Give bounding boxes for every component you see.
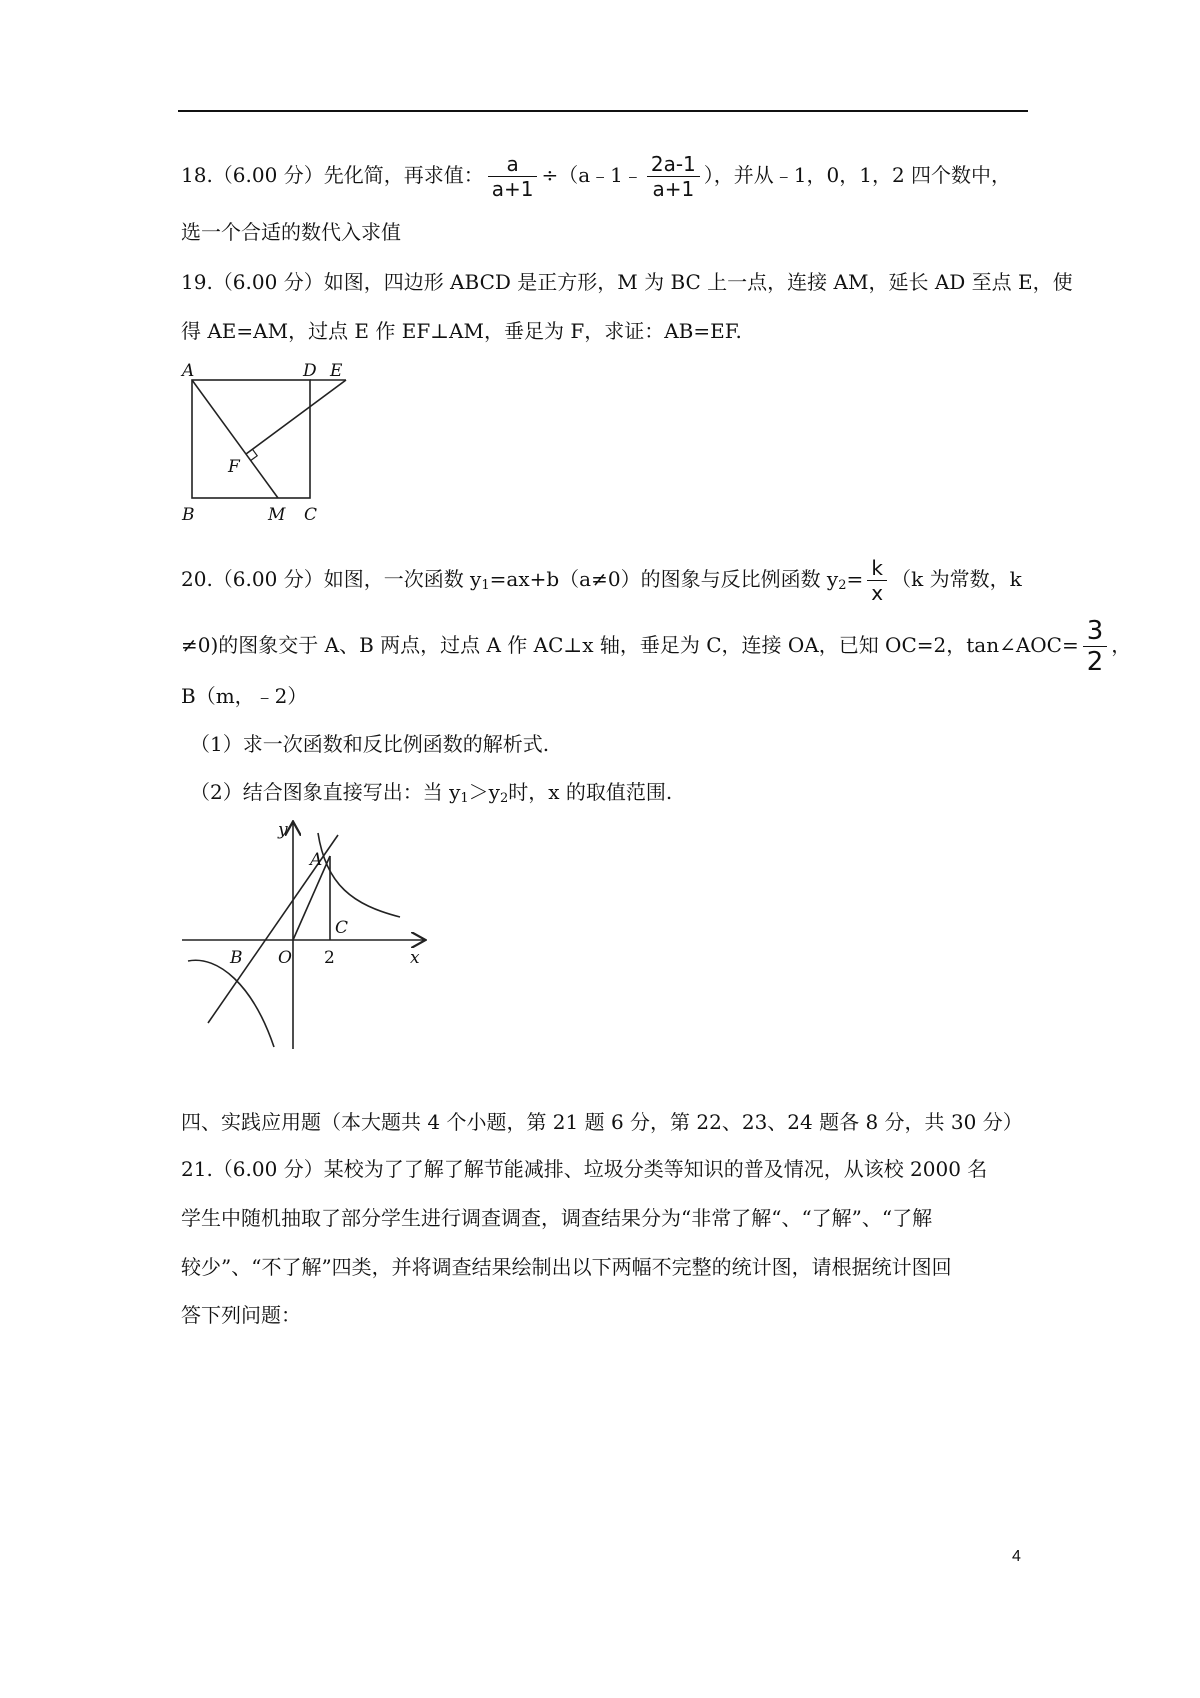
q18-fraction-1-numerator: a: [488, 152, 538, 177]
segment-ef: [246, 380, 346, 454]
q19-line1: 19.（6.00 分）如图，四边形 ABCD 是正方形，M 为 BC 上一点，连接 AM，延长 AD 至点 E，使: [181, 270, 1073, 294]
q20-line1-c: =: [846, 567, 864, 591]
hyperbola-branch-2: [188, 960, 274, 1047]
q21-line2: 学生中随机抽取了部分学生进行调查调查，调查结果分为“非常了解“、“了解”、“了解: [181, 1206, 933, 1230]
q20-fraction-k-over-x: [867, 556, 887, 605]
q20-line1: [181, 556, 1022, 605]
q20-tan-fraction: [1083, 616, 1108, 677]
label-d: D: [303, 361, 317, 381]
q20-sub2-sub2: 2: [499, 791, 509, 806]
q20-tan-numerator: 3: [1083, 616, 1108, 647]
q20-sub-2: 2: [838, 578, 847, 593]
q20-sub2-c: 时，x 的取值范围.: [508, 780, 673, 804]
q20-line1-a: 20.（6.00 分）如图，一次函数 y: [181, 567, 482, 591]
q18-tail: ），并从﹣1，0，1，2 四个数中，: [703, 163, 1012, 187]
q21-line4: 答下列问题：: [181, 1303, 301, 1327]
q18-line1: [181, 152, 1011, 201]
label-b: B: [230, 948, 243, 968]
q18-fraction-2: [647, 152, 700, 201]
label-a: A: [310, 850, 323, 870]
q20-function-graph: [178, 815, 438, 1060]
q21-line3: 较少”、“不了解”四类，并将调查结果绘制出以下两幅不完整的统计图，请根据统计图回: [181, 1255, 952, 1279]
page-number: 4: [1012, 1548, 1021, 1565]
label-two: 2: [324, 948, 335, 968]
square-abcd: [192, 380, 310, 498]
q20-line2-b: ，: [1111, 633, 1132, 657]
q20-sub2-b: ＞y: [468, 780, 500, 804]
q18-fraction-1: [488, 152, 538, 201]
q18-mid: ÷（a﹣1﹣: [541, 163, 643, 187]
q20-line3: B（m，﹣2）: [181, 684, 308, 708]
section-4-heading: 四、实践应用题（本大题共 4 个小题，第 21 题 6 分，第 22、23、24 题各 8 分，共 30 分）: [181, 1110, 1023, 1134]
q20-fraction-numerator: k: [867, 556, 887, 581]
q21-line1: 21.（6.00 分）某校为了了解了解节能减排、垃圾分类等知识的普及情况，从该校 2000 名: [181, 1157, 988, 1181]
q18-lead: 18.（6.00 分）先化简，再求值：: [181, 163, 484, 187]
q18-line2: 选一个合适的数代入求值: [181, 220, 401, 244]
label-o: O: [278, 948, 292, 968]
label-f: F: [228, 457, 240, 477]
q20-subquestion-2: [190, 778, 672, 813]
q20-subquestion-1: （1）求一次函数和反比例函数的解析式.: [190, 732, 550, 756]
label-m: M: [268, 505, 286, 525]
q20-tan-denominator: 2: [1086, 647, 1104, 677]
label-e: E: [330, 361, 343, 381]
right-angle-mark: [251, 449, 258, 460]
q20-line2-a: ≠0)的图象交于 A、B 两点，过点 A 作 AC⊥x 轴，垂足为 C，连接 OA，已知 OC=2，tan∠AOC=: [181, 633, 1079, 657]
q18-fraction-2-numerator: 2a-1: [647, 152, 700, 177]
q19-square-figure: [178, 358, 378, 539]
q18-fraction-1-denominator: a+1: [491, 177, 534, 201]
label-y: y: [278, 820, 288, 840]
q20-line1-b: =ax+b（a≠0）的图象与反比例函数 y: [489, 567, 839, 591]
label-c: C: [335, 918, 349, 938]
label-c: C: [304, 505, 318, 525]
q20-line1-d: （k 为常数，k: [891, 567, 1022, 591]
label-b: B: [182, 505, 195, 525]
q19-line2: 得 AE=AM，过点 E 作 EF⊥AM，垂足为 F，求证：AB=EF.: [181, 319, 742, 343]
header-rule: [178, 110, 1028, 112]
label-x: x: [410, 948, 420, 968]
q20-sub2-sub1: 1: [460, 791, 469, 806]
q20-fraction-denominator: x: [871, 581, 884, 605]
q20-sub2-a: （2）结合图象直接写出：当 y: [190, 780, 461, 804]
q20-line2: [181, 616, 1131, 677]
q18-fraction-2-denominator: a+1: [652, 177, 695, 201]
q20-sub-1: 1: [481, 578, 490, 593]
label-a: A: [182, 361, 195, 381]
